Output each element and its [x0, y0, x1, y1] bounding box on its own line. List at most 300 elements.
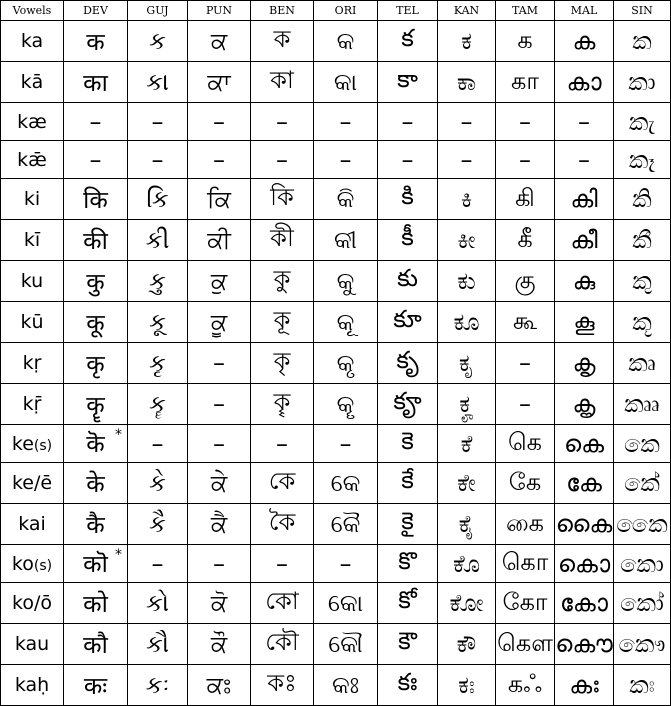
glyph-text: කෲ: [624, 390, 660, 418]
row-label: [1, 665, 64, 706]
glyph-cell: [438, 343, 496, 384]
glyph-cell: [188, 463, 251, 504]
glyph-cell: [188, 141, 251, 179]
glyph-cell: [64, 504, 128, 545]
glyph-cell: [128, 463, 188, 504]
glyph-text: के: [86, 469, 105, 498]
glyph-cell: [251, 425, 314, 463]
glyph-text: कः: [83, 671, 108, 700]
glyph-text: କୁ: [336, 267, 355, 295]
table-row: [1, 62, 671, 103]
glyph-cell: [555, 624, 614, 665]
glyph-text: কৄ: [273, 388, 291, 416]
glyph-cell: [496, 179, 555, 220]
glyph-cell: [555, 583, 614, 624]
glyph-text: કુ: [149, 267, 166, 295]
glyph-cell: [614, 220, 671, 261]
glyph-cell: [496, 261, 555, 302]
glyph-text: කී: [632, 226, 652, 254]
header-pun: PUN: [188, 1, 251, 21]
row-label: [1, 220, 64, 261]
glyph-text: கௌ: [497, 628, 553, 657]
row-label-text: kæ: [17, 110, 47, 133]
glyph-cell: [555, 103, 614, 141]
glyph-text: కౄ: [393, 387, 422, 415]
glyph-text: –: [339, 145, 352, 174]
glyph-text: ಕೈ: [458, 510, 475, 538]
glyph-cell: [496, 665, 555, 706]
glyph-text: കൊ: [557, 549, 611, 578]
glyph-cell: [496, 545, 555, 583]
glyph-cell: [438, 302, 496, 343]
glyph-cell: [128, 62, 188, 103]
glyph-text: කේ: [624, 469, 660, 497]
glyph-cell: [314, 261, 378, 302]
glyph-cell: [378, 179, 438, 220]
glyph-text: –: [519, 390, 531, 418]
glyph-cell: [64, 141, 128, 179]
glyph-text: કૃ: [149, 349, 166, 377]
glyph-cell: [314, 583, 378, 624]
glyph-text: കേ: [566, 469, 602, 497]
glyph-text: କ: [336, 27, 355, 55]
header-tam: TAM: [496, 1, 555, 21]
glyph-text: ಕು: [457, 267, 476, 295]
row-label-text: kā: [20, 71, 44, 93]
glyph-text: ਕੀ: [207, 226, 231, 254]
glyph-text: കൃ: [572, 349, 596, 377]
row-label: [1, 425, 64, 463]
glyph-cell: [496, 343, 555, 384]
glyph-text: ಕಿ: [460, 185, 473, 213]
glyph-cell: [555, 343, 614, 384]
glyph-cell: [378, 583, 438, 624]
glyph-cell: [438, 425, 496, 463]
glyph-text: കഃ: [569, 671, 599, 699]
glyph-text: କୋ: [327, 589, 364, 617]
row-label: [1, 624, 64, 665]
glyph-cell: [128, 261, 188, 302]
glyph-cell: [251, 463, 314, 504]
glyph-cell: [378, 665, 438, 706]
glyph-text: කෙ: [624, 429, 660, 458]
glyph-text: కః: [397, 668, 418, 696]
glyph-cell: [614, 343, 671, 384]
row-label-text: kǣ: [17, 148, 47, 171]
table-row: [1, 220, 671, 261]
glyph-cell: [64, 665, 128, 706]
glyph-cell: [438, 384, 496, 425]
table-row: [1, 302, 671, 343]
glyph-cell: [438, 141, 496, 179]
glyph-text: கெ: [507, 428, 543, 456]
glyph-cell: [555, 21, 614, 62]
glyph-text: கூ: [512, 306, 538, 335]
glyph-cell: [128, 302, 188, 343]
glyph-text: –: [213, 349, 225, 377]
glyph-cell: [496, 21, 555, 62]
glyph-text: କା: [333, 68, 358, 96]
glyph-cell: [251, 624, 314, 665]
glyph-text: –: [213, 390, 225, 418]
glyph-cell: [188, 103, 251, 141]
glyph-text: –: [89, 145, 102, 174]
glyph-cell: [438, 220, 496, 261]
glyph-cell: [314, 545, 378, 583]
glyph-text: কা: [270, 66, 294, 94]
glyph-cell: [314, 665, 378, 706]
glyph-text: કૂ: [149, 308, 166, 336]
glyph-cell: [555, 261, 614, 302]
glyph-cell: [378, 220, 438, 261]
glyph-text: கொ: [501, 548, 549, 576]
glyph-cell: [314, 463, 378, 504]
glyph-cell: [64, 425, 128, 463]
glyph-text: –: [213, 429, 225, 458]
glyph-text: கு: [514, 265, 536, 294]
glyph-cell: [496, 141, 555, 179]
table-row: [1, 425, 671, 463]
footnote-marker: *: [115, 427, 122, 443]
table-row: [1, 583, 671, 624]
glyph-text: કૄ: [149, 390, 166, 418]
glyph-cell: [555, 665, 614, 706]
glyph-text: –: [519, 107, 531, 136]
glyph-cell: [378, 504, 438, 545]
glyph-cell: [128, 624, 188, 665]
glyph-cell: [188, 545, 251, 583]
table-row: [1, 384, 671, 425]
glyph-text: কী: [270, 224, 294, 252]
glyph-cell: [496, 425, 555, 463]
glyph-text: കോ: [560, 589, 608, 617]
glyph-cell: [614, 261, 671, 302]
glyph-cell: [128, 220, 188, 261]
glyph-cell: [378, 624, 438, 665]
glyph-text: କୌ: [328, 630, 363, 658]
glyph-cell: [251, 103, 314, 141]
glyph-cell: [378, 141, 438, 179]
glyph-cell: [64, 103, 128, 141]
header-kan: KAN: [438, 1, 496, 21]
glyph-cell: [188, 665, 251, 706]
glyph-cell: [614, 463, 671, 504]
glyph-text: कॆ: [86, 430, 105, 458]
glyph-cell: [128, 665, 188, 706]
glyph-text: கஃ: [507, 669, 543, 698]
glyph-text: କେ: [330, 469, 361, 497]
row-label-text: ki: [23, 188, 41, 210]
glyph-cell: [378, 545, 438, 583]
glyph-text: કઃ: [145, 671, 170, 699]
glyph-text: கீ: [517, 224, 533, 253]
glyph-cell: [188, 62, 251, 103]
glyph-text: ਕੇ: [210, 469, 228, 497]
glyph-cell: [614, 103, 671, 141]
glyph-text: –: [578, 145, 590, 174]
glyph-cell: [314, 504, 378, 545]
glyph-text: කු: [632, 267, 652, 295]
glyph-cell: [555, 220, 614, 261]
table-row: [1, 21, 671, 62]
glyph-text: කෛ: [616, 510, 668, 538]
header-row: [1, 1, 671, 21]
glyph-text: ಕಾ: [456, 68, 477, 96]
glyph-text: –: [276, 429, 288, 458]
glyph-cell: [64, 463, 128, 504]
glyph-text: ਕੈ: [210, 510, 228, 538]
glyph-text: कि: [83, 185, 108, 214]
glyph-text: –: [276, 549, 288, 578]
glyph-cell: [128, 103, 188, 141]
glyph-cell: [251, 141, 314, 179]
glyph-cell: [438, 624, 496, 665]
glyph-cell: [314, 62, 378, 103]
glyph-text: क: [86, 27, 105, 56]
glyph-text: –: [151, 429, 164, 458]
glyph-text: ಕೋ: [449, 589, 484, 617]
glyph-text: –: [213, 145, 225, 174]
glyph-text: கை: [505, 508, 545, 537]
glyph-text: ਕਾ: [207, 68, 231, 96]
row-label: [1, 583, 64, 624]
glyph-cell: [614, 504, 671, 545]
glyph-cell: [555, 545, 614, 583]
row-label-text: kau: [14, 633, 50, 655]
glyph-cell: [128, 21, 188, 62]
glyph-text: का: [83, 68, 108, 97]
glyph-text: කැ: [628, 107, 656, 136]
glyph-text: ක: [632, 27, 652, 55]
glyph-cell: [314, 179, 378, 220]
glyph-text: ക: [572, 27, 596, 55]
glyph-cell: [496, 62, 555, 103]
glyph-text: කෝ: [620, 589, 664, 617]
glyph-text: कू: [86, 308, 105, 337]
glyph-text: কৈ: [268, 508, 296, 536]
glyph-cell: [496, 384, 555, 425]
glyph-text: ਕ: [210, 27, 228, 55]
glyph-text: கா: [511, 66, 539, 95]
glyph-cell: [188, 384, 251, 425]
glyph-cell: [378, 261, 438, 302]
glyph-text: କି: [336, 185, 355, 213]
row-label-text: kū: [20, 311, 44, 333]
glyph-text: కౌ: [398, 627, 417, 655]
glyph-cell: [438, 583, 496, 624]
glyph-text: കീ: [570, 226, 598, 254]
glyph-text: –: [401, 145, 414, 174]
glyph-text: –: [519, 349, 531, 377]
glyph-cell: [64, 343, 128, 384]
glyph-text: କୂ: [336, 308, 355, 336]
glyph-text: కో: [398, 586, 417, 614]
glyph-text: ಕ: [461, 27, 472, 55]
header-vowels: Vowels: [1, 1, 64, 21]
table-row: [1, 545, 671, 583]
glyph-text: కొ: [398, 546, 417, 575]
glyph-text: ਕੂ: [210, 308, 228, 336]
glyph-cell: [64, 384, 128, 425]
glyph-cell: [614, 425, 671, 463]
glyph-cell: [128, 583, 188, 624]
table-row: [1, 463, 671, 504]
glyph-cell: [128, 504, 188, 545]
glyph-text: కూ: [393, 305, 422, 333]
glyph-cell: [64, 624, 128, 665]
glyph-text: కీ: [401, 223, 414, 251]
glyph-text: કિ: [146, 185, 169, 213]
header-tel: TEL: [378, 1, 438, 21]
row-label: [1, 463, 64, 504]
glyph-cell: [251, 504, 314, 545]
glyph-cell: [188, 302, 251, 343]
table-row: [1, 141, 671, 179]
glyph-cell: [378, 302, 438, 343]
row-label: [1, 384, 64, 425]
glyph-cell: [496, 220, 555, 261]
row-label: [1, 21, 64, 62]
glyph-cell: [438, 463, 496, 504]
glyph-text: कॄ: [86, 390, 105, 419]
glyph-text: কৌ: [265, 628, 299, 656]
glyph-text: കാ: [566, 68, 602, 96]
row-label-text: ka: [20, 30, 44, 52]
glyph-cell: [128, 179, 188, 220]
glyph-cell: [64, 179, 128, 220]
glyph-text: –: [519, 145, 531, 174]
glyph-cell: [128, 141, 188, 179]
glyph-cell: [251, 545, 314, 583]
glyph-cell: [128, 384, 188, 425]
table-row: [1, 504, 671, 545]
table-row: [1, 103, 671, 141]
glyph-text: கி: [515, 183, 535, 212]
table-row: [1, 665, 671, 706]
glyph-cell: [555, 504, 614, 545]
row-label: [1, 343, 64, 384]
row-label-text: ke: [11, 432, 34, 455]
row-label: [1, 103, 64, 141]
glyph-cell: [128, 425, 188, 463]
glyph-cell: [555, 62, 614, 103]
glyph-cell: [251, 220, 314, 261]
glyph-cell: [614, 384, 671, 425]
glyph-text: ਕੌ: [210, 630, 228, 658]
glyph-text: కి: [401, 182, 414, 210]
glyph-cell: [378, 425, 438, 463]
glyph-cell: [188, 624, 251, 665]
glyph-text: కె: [401, 426, 414, 455]
glyph-cell: [188, 220, 251, 261]
glyph-text: कौ: [83, 630, 108, 659]
glyph-cell: [438, 261, 496, 302]
glyph-cell: [378, 21, 438, 62]
row-label-text: kṝ: [22, 393, 42, 415]
glyph-text: కా: [397, 65, 418, 93]
glyph-cell: [251, 62, 314, 103]
glyph-text: కై: [401, 507, 414, 535]
glyph-text: –: [401, 107, 414, 136]
glyph-cell: [438, 21, 496, 62]
glyph-text: કે: [149, 469, 166, 497]
glyph-text: കി: [570, 185, 598, 213]
glyph-cell: [251, 343, 314, 384]
glyph-cell: [378, 343, 438, 384]
glyph-text: कु: [86, 267, 105, 296]
glyph-text: કૈ: [149, 510, 166, 538]
glyph-text: కు: [397, 264, 418, 292]
glyph-text: কূ: [273, 306, 291, 334]
glyph-text: ಕೃ: [458, 349, 475, 377]
row-label-text: kaḥ: [14, 674, 50, 696]
glyph-text: കൌ: [555, 630, 613, 658]
glyph-cell: [314, 425, 378, 463]
table-row: [1, 179, 671, 220]
glyph-text: ಕೌ: [456, 630, 477, 658]
glyph-text: कॊ: [83, 550, 108, 578]
glyph-text: കൂ: [573, 308, 595, 336]
row-label: [1, 504, 64, 545]
glyph-cell: [251, 21, 314, 62]
glyph-cell: [251, 583, 314, 624]
glyph-text: –: [339, 549, 352, 578]
glyph-text: ಕೄ: [459, 390, 474, 418]
glyph-text: –: [276, 145, 288, 174]
glyph-text: කො: [620, 549, 664, 578]
glyph-text: કા: [146, 68, 169, 96]
row-label: [1, 62, 64, 103]
header-sin: SIN: [614, 1, 671, 21]
glyph-text: –: [460, 145, 473, 174]
glyph-cell: [438, 665, 496, 706]
table-row: [1, 261, 671, 302]
glyph-text: ਕਿ: [206, 185, 232, 213]
footnote-marker: *: [115, 547, 122, 563]
glyph-text: କଃ: [331, 671, 360, 699]
row-label: [1, 179, 64, 220]
row-label-text: ko/ō: [12, 592, 52, 614]
glyph-cell: [188, 179, 251, 220]
glyph-cell: [496, 103, 555, 141]
row-label-text: kṛ: [22, 352, 42, 374]
glyph-text: කෘ: [628, 349, 656, 377]
glyph-cell: [438, 62, 496, 103]
glyph-text: কো: [265, 587, 299, 615]
glyph-cell: [64, 583, 128, 624]
glyph-text: कै: [86, 510, 105, 539]
glyph-cell: [64, 62, 128, 103]
row-label-text: kī: [23, 229, 41, 251]
glyph-cell: [251, 179, 314, 220]
header-mal: MAL: [555, 1, 614, 21]
glyph-cell: [555, 384, 614, 425]
glyph-cell: [314, 343, 378, 384]
row-label: [1, 141, 64, 179]
glyph-text: କୀ: [334, 226, 357, 254]
glyph-cell: [614, 141, 671, 179]
glyph-cell: [614, 62, 671, 103]
glyph-text: କୄ: [336, 390, 355, 418]
glyph-text: కే: [401, 466, 414, 494]
glyph-cell: [614, 302, 671, 343]
header-ben: BEN: [251, 1, 314, 21]
glyph-text: কঃ: [267, 669, 297, 697]
table-row: [1, 624, 671, 665]
glyph-text: ક: [149, 27, 166, 55]
glyph-cell: [496, 624, 555, 665]
glyph-text: को: [83, 589, 108, 618]
